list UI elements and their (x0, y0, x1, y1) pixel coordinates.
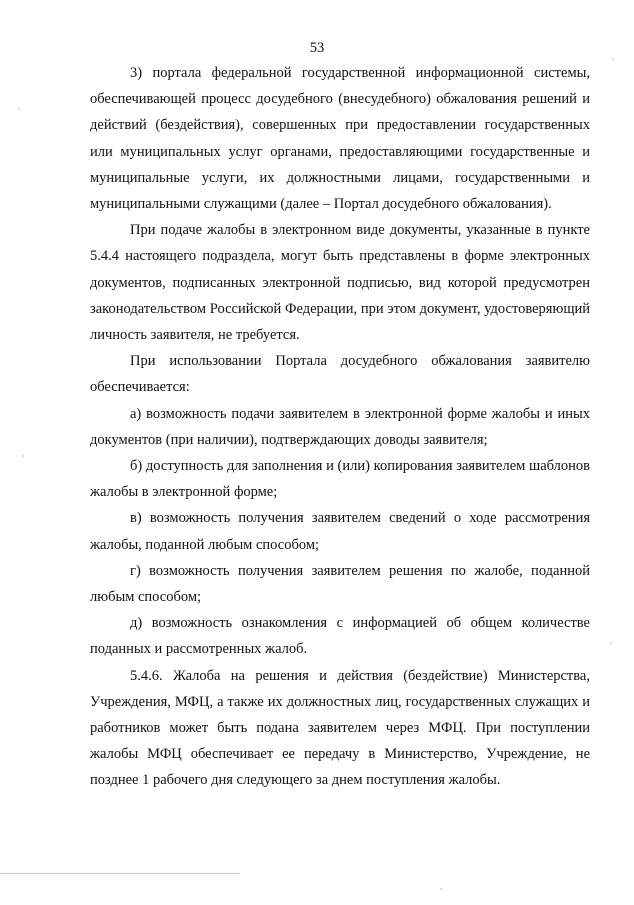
list-item-a: а) возможность подачи заявителем в электронной форме жалобы и иных документов (при наличии), подтверждающих доводы заявителя; (90, 405, 590, 448)
page-number: 53 (309, 40, 325, 56)
scan-edge-line (0, 873, 240, 874)
scan-speck (440, 888, 442, 890)
list-item-v: в) возможность получения заявителем сведений о ходе рассмотрения жалобы, поданной любым способом; (90, 510, 590, 553)
scan-speck (612, 58, 614, 60)
paragraph-section-5-4-6: 5.4.6. Жалоба на решения и действия (бездействие) Министерства, Учреждения, МФЦ, а также их должностных лиц, государственных служащих и работников может быть подана заявителем через МФЦ. При поступлении жалобы МФЦ обеспечивает ее передачу в Министерство, Учреждение, не позднее 1 рабочего дня следующего за днем поступления жалобы. (90, 667, 590, 789)
scan-speck (22, 455, 24, 457)
paragraph-portal-item-3: 3) портала федеральной государственной информационной системы, обеспечивающей процесс досудебного (внесудебного) обжалования решений и действий (бездействия), совершенных при предоставлении государственных или муниципальных услуг органами, предоставляющими государственные и муниципальные услуги, их должностными лицами, государственными и муниципальными служащими (далее – Портал досудебного обжалования). (90, 65, 590, 213)
list-item-b: б) доступность для заполнения и (или) копирования заявителем шаблонов жалобы в электронной форме; (90, 458, 590, 501)
scan-speck (610, 642, 612, 644)
paragraph-electronic-submission: При подаче жалобы в электронном виде документы, указанные в пункте 5.4.4 настоящего подраздела, могут быть представлены в форме электронных документов, подписанных электронной подписью, вид которой предусмотрен законодательством Российской Федерации, при этом документ, удостоверяющий личность заявителя, не требуется. (90, 222, 590, 344)
list-item-d: д) возможность ознакомления с информацией об общем количестве поданных и рассмотренных жалоб. (90, 615, 590, 658)
paragraph-portal-provides: При использовании Портала досудебного обжалования заявителю обеспечивается: (90, 353, 590, 396)
scan-speck (18, 108, 20, 110)
list-item-g: г) возможность получения заявителем решения по жалобе, поданной любым способом; (90, 562, 590, 606)
document-body (90, 60, 590, 794)
